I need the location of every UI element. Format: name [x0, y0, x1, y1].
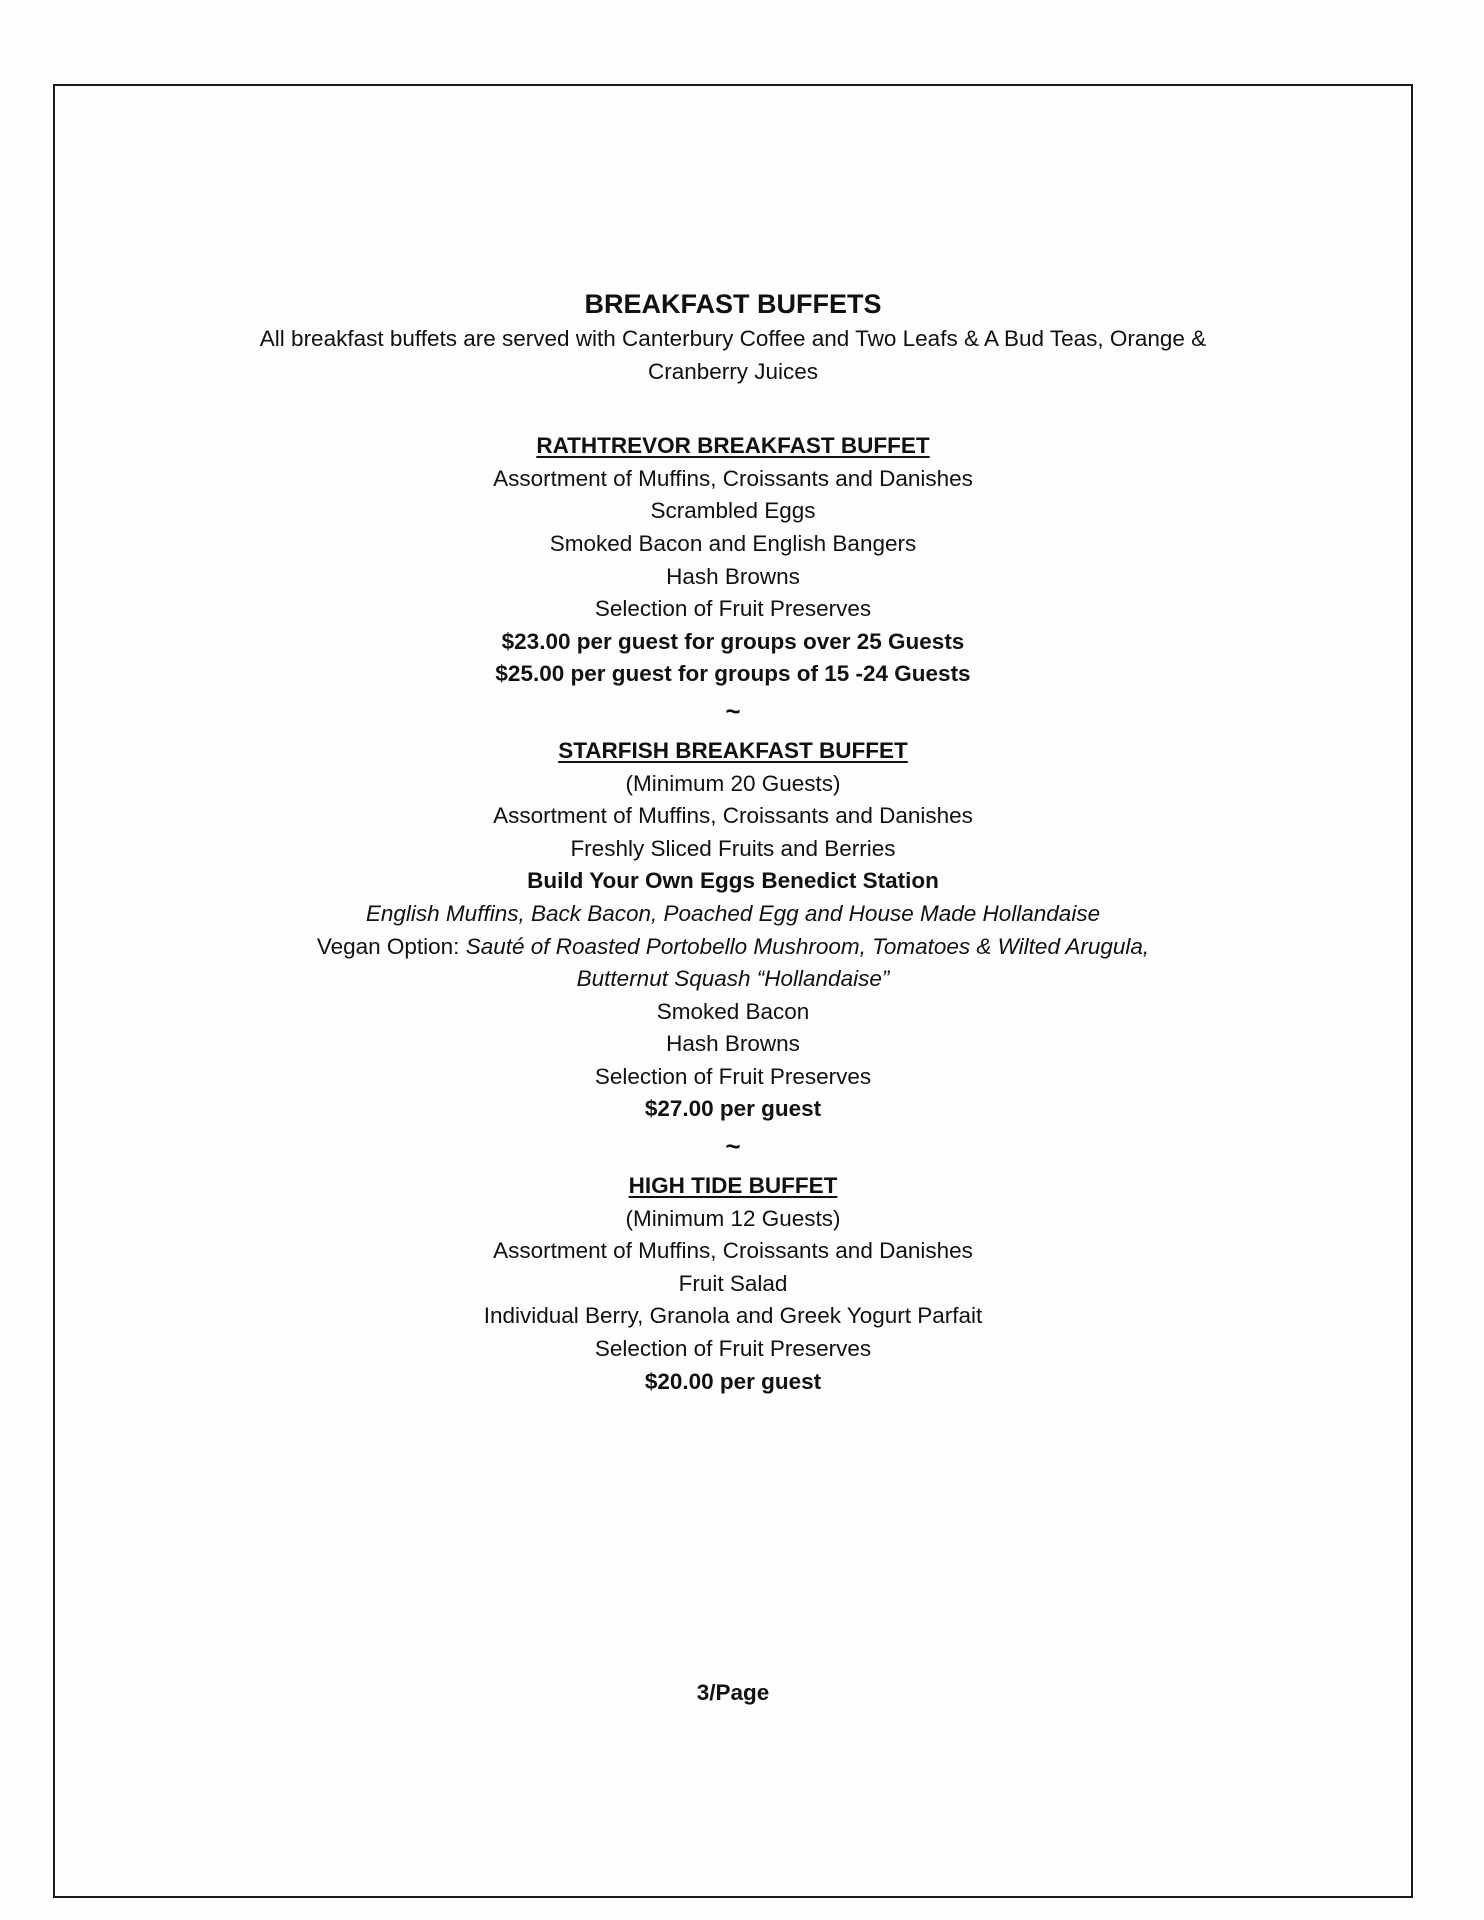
section-heading: RATHTREVOR BREAKFAST BUFFET: [536, 433, 930, 459]
vegan-detail: Sauté of Roasted Portobello Mushroom, Tomatoes & Wilted Arugula,: [465, 933, 1150, 959]
page-number: 3/Page: [696, 1680, 770, 1705]
price-line: $23.00 per guest for groups over 25 Guests: [501, 628, 965, 654]
section-high-tide: [53, 1170, 1413, 1398]
separator-tilde: ~: [725, 1131, 741, 1162]
menu-item: Assortment of Muffins, Croissants and Danishes: [493, 803, 973, 829]
intro-line: All breakfast buffets are served with Canterbury Coffee and Two Leafs & A Bud Teas, Orange &: [259, 326, 1207, 351]
minimum-guests: (Minimum 12 Guests): [625, 1205, 841, 1231]
vegan-label: Vegan Option:: [316, 933, 466, 959]
price-line: $27.00 per guest: [644, 1096, 822, 1122]
menu-item: Assortment of Muffins, Croissants and Danishes: [493, 465, 973, 491]
vegan-option: [53, 931, 1413, 964]
menu-item: Freshly Sliced Fruits and Berries: [570, 835, 896, 861]
menu-item: Selection of Fruit Preserves: [594, 596, 872, 622]
station-detail: English Muffins, Back Bacon, Poached Egg and House Made Hollandaise: [365, 900, 1101, 926]
section-heading: HIGH TIDE BUFFET: [628, 1173, 838, 1199]
menu-item: Fruit Salad: [678, 1270, 788, 1296]
menu-item: Individual Berry, Granola and Greek Yogurt Parfait: [483, 1303, 983, 1329]
menu-item: Hash Browns: [666, 1031, 800, 1057]
menu-content: [53, 84, 1413, 1398]
section-starfish: [53, 735, 1413, 1126]
vegan-detail-continued: Butternut Squash “Hollandaise”: [576, 966, 890, 992]
intro-line: Cranberry Juices: [647, 358, 819, 384]
price-line: $20.00 per guest: [644, 1368, 822, 1394]
section-heading: STARFISH BREAKFAST BUFFET: [558, 737, 908, 763]
station-title: Build Your Own Eggs Benedict Station: [527, 868, 939, 894]
section-rathtrevor: [53, 430, 1413, 691]
intro-text: [208, 323, 1258, 388]
menu-item: Smoked Bacon and English Bangers: [549, 530, 917, 556]
menu-item: Smoked Bacon: [656, 998, 810, 1024]
separator-tilde: ~: [725, 695, 741, 726]
menu-item: Scrambled Eggs: [650, 498, 816, 524]
page-title: BREAKFAST BUFFETS: [584, 289, 882, 319]
menu-item: Selection of Fruit Preserves: [594, 1336, 872, 1362]
menu-item: Hash Browns: [666, 563, 800, 589]
minimum-guests: (Minimum 20 Guests): [625, 770, 841, 796]
menu-item: Assortment of Muffins, Croissants and Danishes: [493, 1238, 973, 1264]
menu-item: Selection of Fruit Preserves: [594, 1063, 872, 1089]
price-line: $25.00 per guest for groups of 15 -24 Guests: [495, 661, 971, 687]
